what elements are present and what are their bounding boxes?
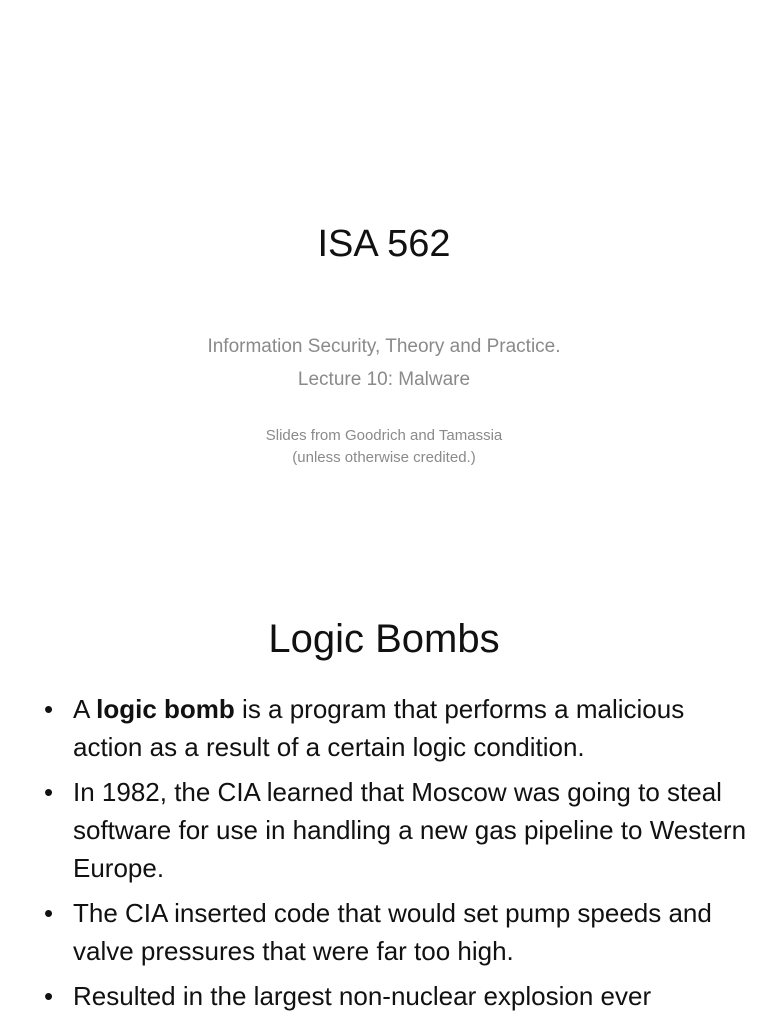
credit-note: (unless otherwise credited.) bbox=[292, 449, 476, 466]
bullet-marker: • bbox=[44, 777, 54, 807]
bullet-text-prefix: A bbox=[73, 694, 97, 724]
bullet-text: The CIA inserted code that would set pump speeds and valve pressures that were far too high. bbox=[73, 898, 712, 966]
bullet-text-suffix: is a program that performs a malicious action as a result of a certain logic condition. bbox=[73, 694, 685, 762]
lecture-subtitle: Lecture 10: Malware bbox=[297, 369, 471, 390]
bullet-item bbox=[44, 690, 756, 766]
bullet-text: In 1982, the CIA learned that Moscow was going to steal software for use in handling a new gas pipeline to Western Europe. bbox=[73, 777, 747, 883]
bullet-marker: • bbox=[44, 694, 54, 724]
bullet-item bbox=[44, 773, 756, 887]
bullet-list bbox=[44, 690, 756, 1022]
bullet-item bbox=[44, 894, 756, 970]
bullet-bold-term: logic bomb bbox=[96, 694, 235, 724]
bullet-item bbox=[44, 977, 756, 1015]
slide-heading: Logic Bombs bbox=[268, 617, 500, 661]
slide-title-heading: ISA 562 bbox=[317, 223, 451, 265]
credit-line: Slides from Goodrich and Tamassia bbox=[265, 427, 503, 444]
bullet-text: Resulted in the largest non-nuclear explosion ever bbox=[73, 981, 652, 1011]
bullet-marker: • bbox=[44, 898, 54, 928]
slide-logic-bombs bbox=[0, 576, 768, 1024]
course-subtitle: Information Security, Theory and Practice. bbox=[207, 336, 561, 357]
bullet-marker: • bbox=[44, 981, 54, 1011]
